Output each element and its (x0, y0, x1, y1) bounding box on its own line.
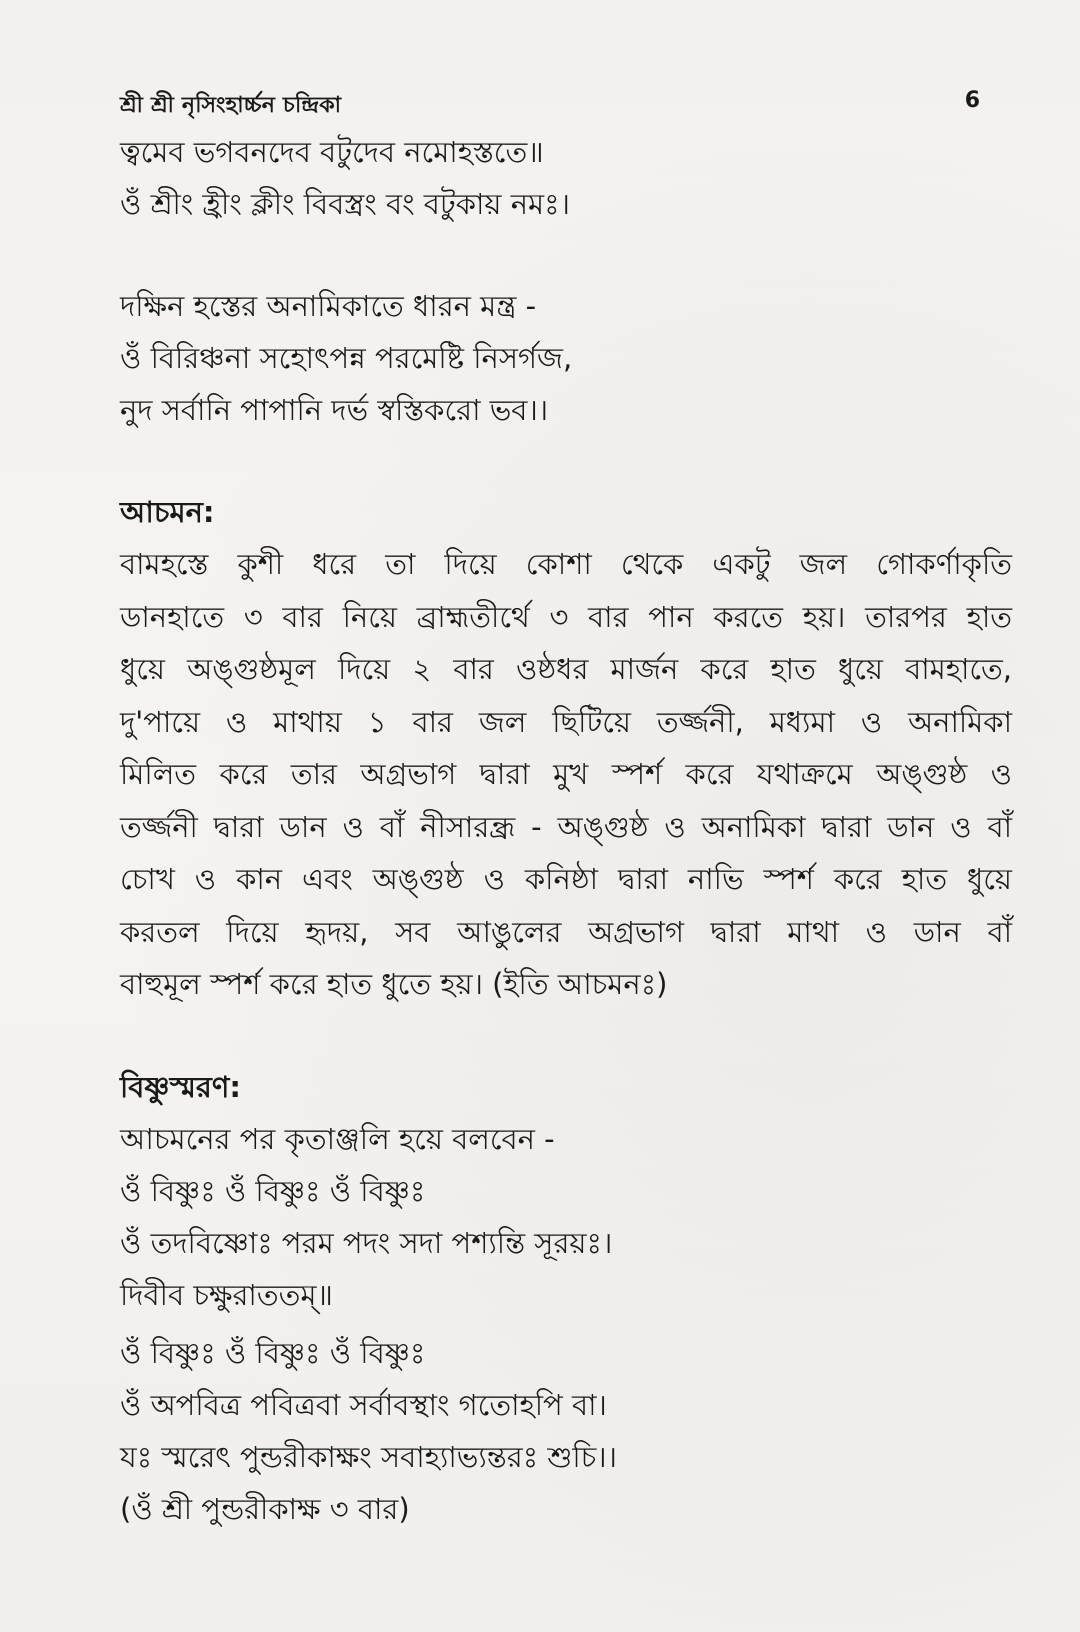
mantra-line: ওঁ বিরিঞ্চনা সহোৎপন্ন পরমেষ্টি নিসর্গজ, (120, 341, 573, 375)
mantra-intro-line: দক্ষিন হস্তের অনামিকাতে ধারন মন্ত্র - (120, 289, 537, 323)
mantra-line: ওঁ বিষ্ণুঃ ওঁ বিষ্ণুঃ ওঁ বিষ্ণুঃ (120, 1335, 426, 1370)
paragraph-line: মিলিত করে তার অগ্রভাগ দ্বারা মুখ স্পর্শ করে যথাক্রমে অঙ্গুষ্ঠ ও (120, 757, 1012, 791)
section-heading-vishnusmaran: বিষ্ণুস্মরণ: (120, 1069, 241, 1104)
paragraph-line: চোখ ও কান এবং অঙ্গুষ্ঠ ও কনিষ্ঠা দ্বারা নাভি স্পর্শ করে হাত ধুয়ে (120, 862, 1012, 896)
mantra-line: ওঁ তদবিষ্ণোঃ পরম পদং সদা পশ্যন্তি সূরয়ঃ। (120, 1225, 613, 1260)
achaman-paragraph (120, 538, 1012, 1011)
page-number: 6 (964, 88, 980, 113)
page-body (120, 126, 1012, 1535)
instruction-line: আচমনের পর কৃতাঞ্জলি হয়ে বলবেন - (120, 1121, 555, 1156)
paragraph-line: তর্জ্জনী দ্বারা ডান ও বাঁ নীসারন্ধ্র - অঙ্গুষ্ঠ ও অনামিকা দ্বারা ডান ও বাঁ (120, 809, 1012, 844)
intro-verse (120, 126, 1012, 230)
mantra-line: দিবীব চক্ষুরাততম্॥ (120, 1277, 333, 1312)
verse-line: ত্বমেব ভগবনদেব বটুদেব নমোহস্ততে॥ (120, 135, 544, 169)
paragraph-line: ধুয়ে অঙ্গুষ্ঠমূল দিয়ে ২ বার ওষ্ঠধর মার্জন করে হাত ধুয়ে বামহাতে, (120, 652, 1012, 686)
paragraph-line: করতল দিয়ে হৃদয়, সব আঙুলের অগ্রভাগ দ্বারা মাথা ও ডান বাঁ (120, 914, 1012, 949)
paragraph-line: দু'পায়ে ও মাথায় ১ বার জল ছিটিয়ে তর্জ্জনী, মধ্যমা ও অনামিকা (120, 704, 1012, 739)
anamika-mantra-section (120, 280, 1012, 436)
paragraph-line: ডানহাতে ৩ বার নিয়ে ব্রাহ্মতীর্থে ৩ বার পান করতে হয়। তারপর হাত (120, 599, 1012, 634)
running-title: শ্রী শ্রী নৃসিংহার্চ্চন চন্দ্রিকা (120, 93, 342, 118)
section-heading-achaman: আচমন: (120, 495, 215, 529)
mantra-line: ওঁ অপবিত্র পবিত্রবা সর্বাবস্থাং গতোহপি বা। (120, 1387, 607, 1422)
verse-line: ওঁ শ্রীং হ্রীং ক্লীং বিবস্ত্রং বং বটুকায় নমঃ। (120, 187, 570, 221)
vishnusmaran-section (120, 1061, 1012, 1535)
achaman-section (120, 486, 1012, 1011)
spacer (120, 1011, 1012, 1061)
spacer (120, 230, 1012, 280)
mantra-line: যঃ স্মরেৎ পুন্ডরীকাক্ষং সবাহ্যাভ্যন্তরঃ শুচি।। (120, 1439, 618, 1474)
mantra-line: ওঁ বিষ্ণুঃ ওঁ বিষ্ণুঃ ওঁ বিষ্ণুঃ (120, 1173, 426, 1208)
paragraph-line: বামহস্তে কুশী ধরে তা দিয়ে কোশা থেকে একটু জল গোকর্ণাকৃতি (120, 547, 1012, 581)
mantra-line: নুদ সর্বানি পাপানি দর্ভ স্বস্তিকরো ভব।। (120, 393, 549, 427)
page-header (120, 88, 980, 128)
spacer (120, 436, 1012, 486)
paragraph-line: বাহুমূল স্পর্শ করে হাত ধুতে হয়। (ইতি আচমনঃ) (120, 967, 668, 1001)
repetition-note: (ওঁ শ্রী পুন্ডরীকাক্ষ ৩ বার) (120, 1491, 410, 1526)
